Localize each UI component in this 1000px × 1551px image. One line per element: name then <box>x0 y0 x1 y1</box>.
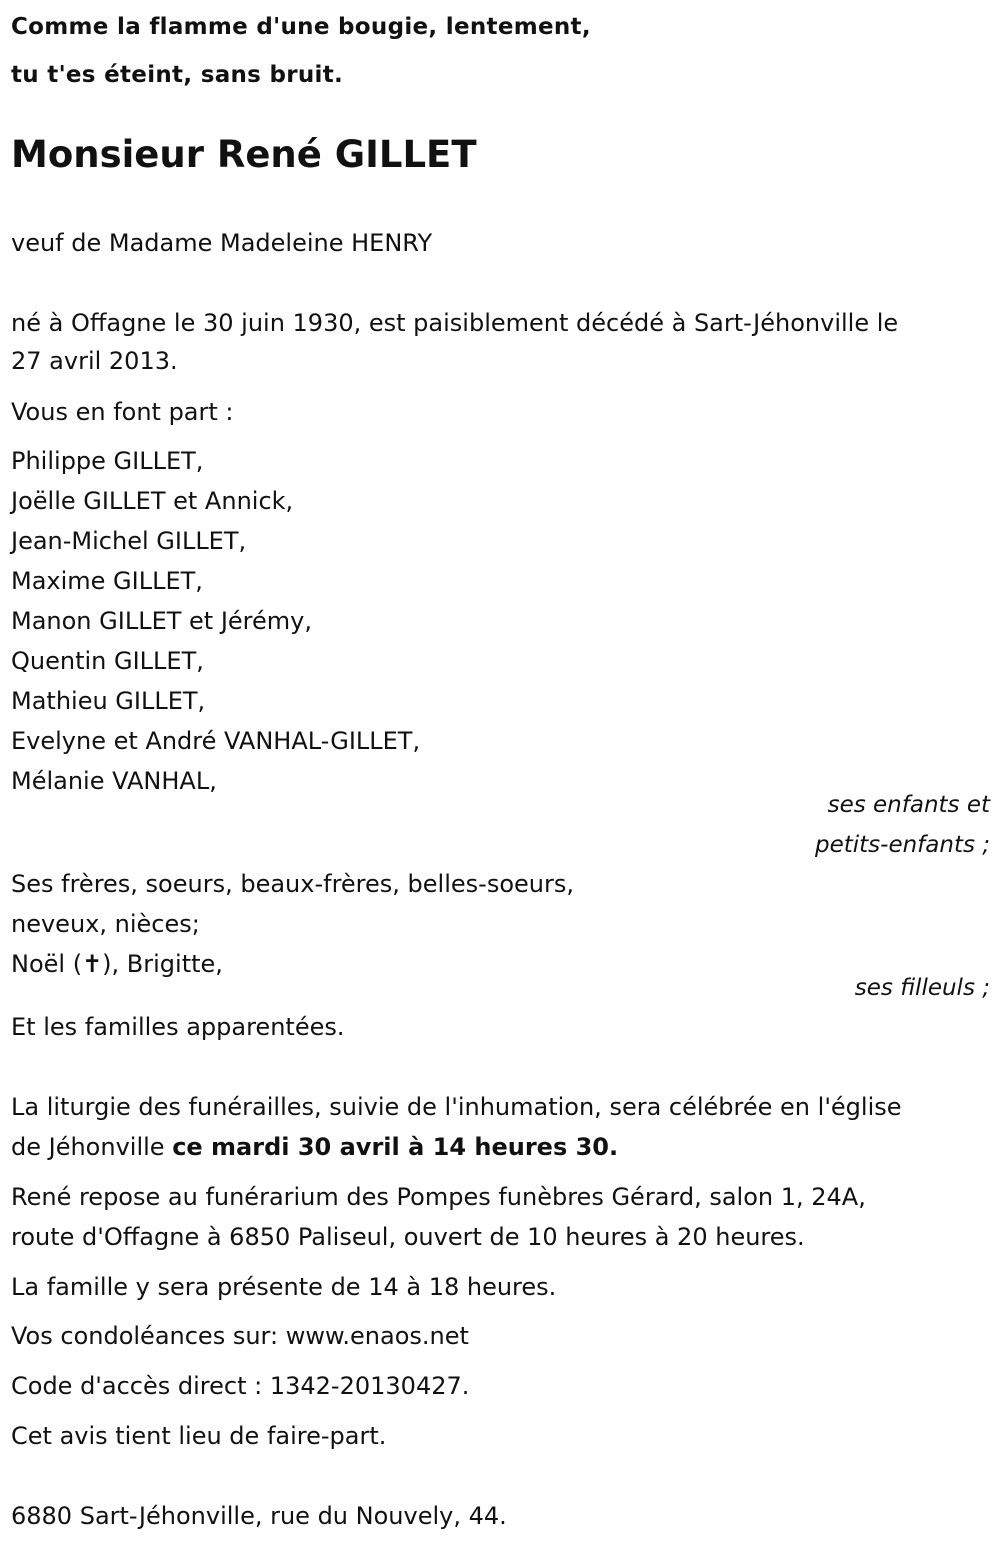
funeral-church: de Jéhonville <box>11 1133 173 1161</box>
repose-line-1: René repose au funérarium des Pompes funèbres Gérard, salon 1, 24A, <box>11 1183 866 1211</box>
siblings-line-2: neveux, nièces; <box>11 910 200 938</box>
children-role-line-2: petits-enfants ; <box>814 832 990 858</box>
family-member: Quentin GILLET, <box>11 647 204 675</box>
announce-line: Vous en font part : <box>11 398 234 426</box>
godchildren-line: Noël (✝), Brigitte, <box>11 950 223 978</box>
funeral-line-2 <box>11 1132 618 1162</box>
deceased-name: Monsieur René GILLET <box>11 133 477 176</box>
families-line: Et les familles apparentées. <box>11 1013 345 1041</box>
epigraph-line-2: tu t'es éteint, sans bruit. <box>11 62 344 88</box>
notice-line: Cet avis tient lieu de faire-part. <box>11 1422 387 1450</box>
funeral-line-1: La liturgie des funérailles, suivie de l'inhumation, sera célébrée en l'église <box>11 1093 902 1121</box>
family-member: Mathieu GILLET, <box>11 687 206 715</box>
family-member: Maxime GILLET, <box>11 567 203 595</box>
condolences-line: Vos condoléances sur: www.enaos.net <box>11 1322 469 1350</box>
siblings-line-1: Ses frères, soeurs, beaux-frères, belles-soeurs, <box>11 870 574 898</box>
family-member: Evelyne et André VANHAL-GILLET, <box>11 727 421 755</box>
repose-line-2: route d'Offagne à 6850 Paliseul, ouvert de 10 heures à 20 heures. <box>11 1223 805 1251</box>
access-code-line: Code d'accès direct : 1342-20130427. <box>11 1372 470 1400</box>
family-presence-line: La famille y sera présente de 14 à 18 heures. <box>11 1273 557 1301</box>
family-member: Philippe GILLET, <box>11 447 204 475</box>
children-role-line-1: ses enfants et <box>827 792 990 818</box>
address-line: 6880 Sart-Jéhonville, rue du Nouvely, 44. <box>11 1502 507 1530</box>
spouse-line: veuf de Madame Madeleine HENRY <box>11 229 433 257</box>
family-member: Joëlle GILLET et Annick, <box>11 487 294 515</box>
epigraph-line-1: Comme la flamme d'une bougie, lentement, <box>11 14 591 40</box>
godchildren-role: ses filleuls ; <box>854 975 990 1001</box>
family-member: Mélanie VANHAL, <box>11 767 217 795</box>
family-member: Jean-Michel GILLET, <box>11 527 247 555</box>
family-member: Manon GILLET et Jérémy, <box>11 607 312 635</box>
bio-line-1: né à Offagne le 30 juin 1930, est paisiblement décédé à Sart-Jéhonville le <box>11 309 899 337</box>
funeral-date: ce mardi 30 avril à 14 heures 30. <box>172 1133 619 1161</box>
bio-line-2: 27 avril 2013. <box>11 347 178 375</box>
